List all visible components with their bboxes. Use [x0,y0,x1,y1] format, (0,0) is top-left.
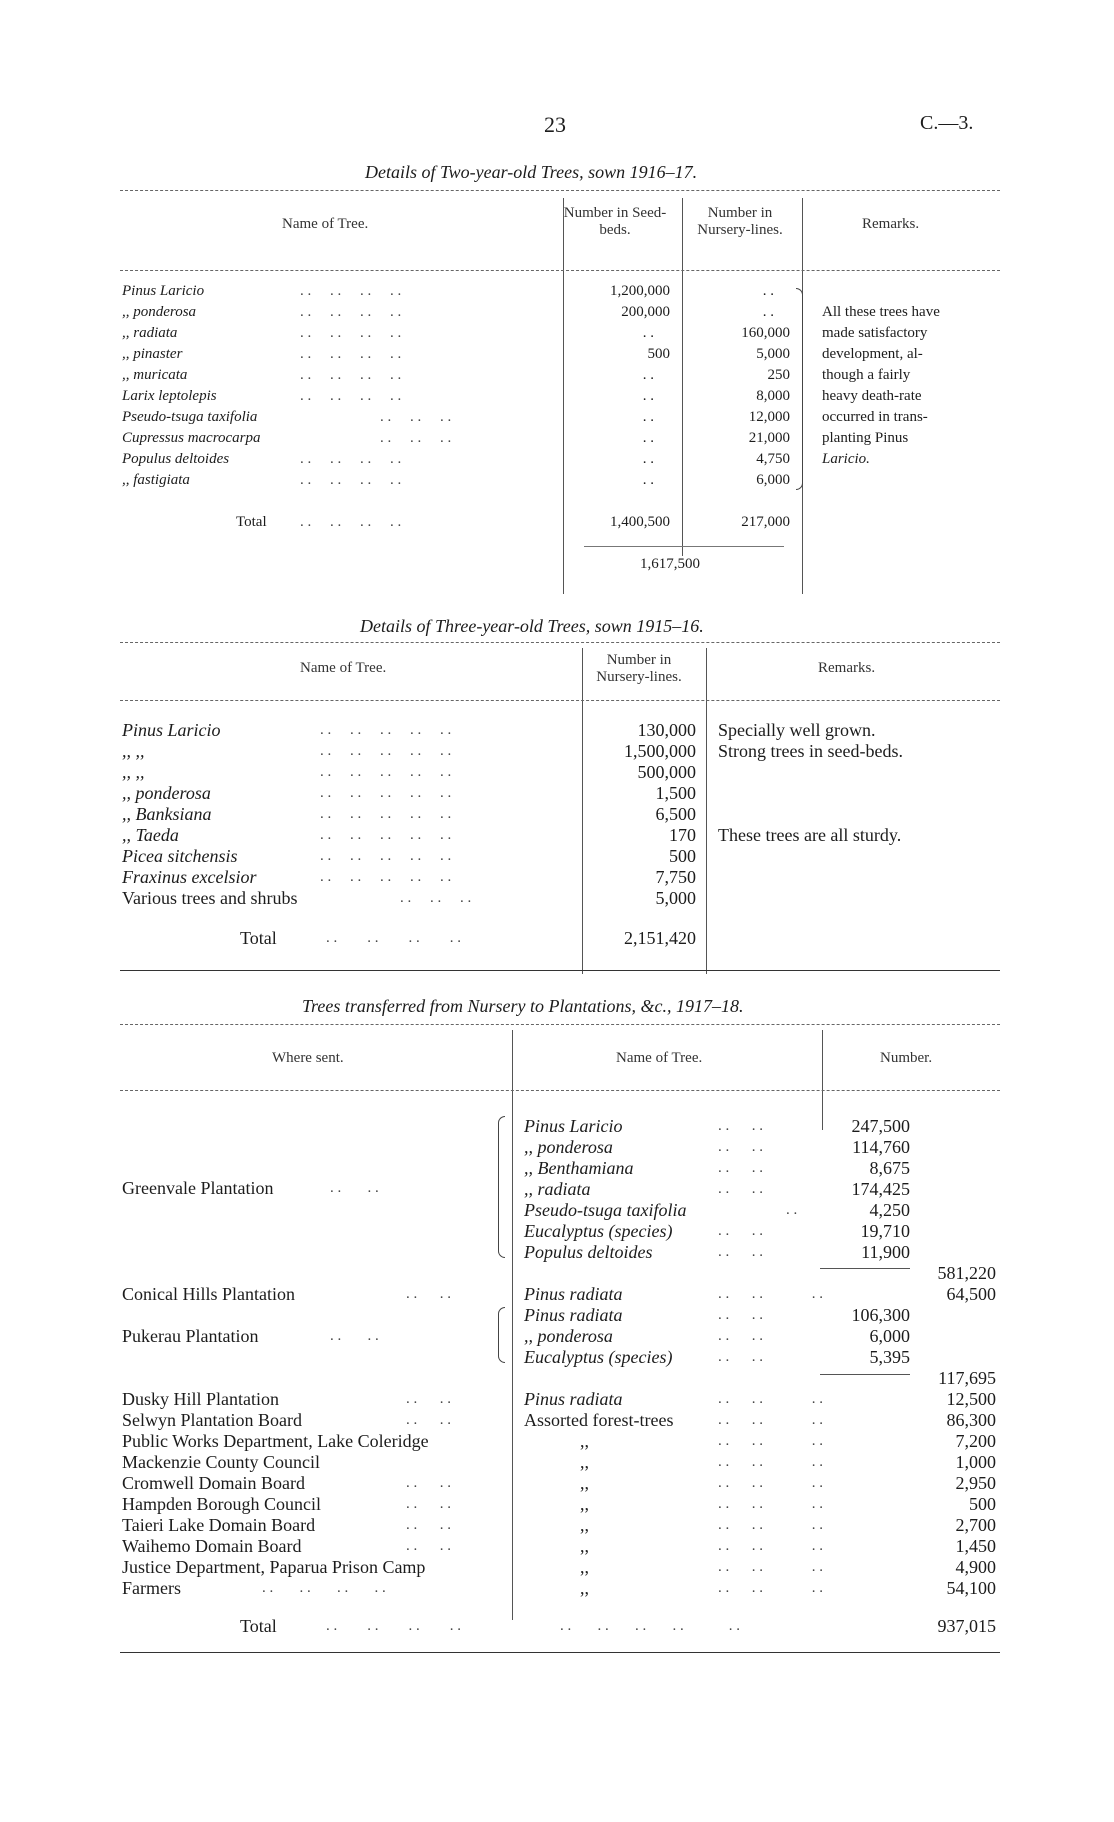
table1-row-name: Larix leptolepis [122,388,217,404]
page-number: 23 [544,112,566,137]
table3-tree-name: ,, [580,1452,589,1472]
table2-header-nursery: Number in Nursery-lines. [596,652,682,685]
table1-nursery-cell: 21,000 [748,430,790,446]
table2-title: Details of Three-year-old Trees, sown 1915–16. [360,616,704,636]
table3-tree-name: Pinus radiata [524,1284,623,1304]
table2-row-name: Various trees and shrubs [122,888,298,908]
table1-seedbeds-cell: 1,200,000 [610,283,670,299]
table3-where: Selwyn Plantation Board [122,1410,302,1430]
table1-header-name: Name of Tree. [282,216,369,232]
table3-number: 5,395 [869,1347,910,1367]
table1-nursery-cell: . . [762,283,774,299]
table1-row-name: Cupressus macrocarpa [122,430,261,446]
table3-tree-name: Pinus Laricio [524,1116,623,1136]
table2-remark: These trees are all sturdy. [718,825,902,845]
table1-row-name: ,, fastigiata [122,472,190,488]
table1-nursery-cell: 5,000 [756,346,790,362]
table1-row-name: Pseudo-tsuga taxifolia [122,409,258,425]
table3-total-cell: 12,500 [946,1389,996,1409]
table1-header-nursery: Number in Nursery-lines. [697,205,783,238]
table3-number: 174,425 [851,1179,910,1199]
table3-total-cell: 500 [969,1494,996,1514]
table1-seedbeds-cell: 200,000 [621,304,670,320]
table1-row-name: ,, radiata [122,325,178,341]
table2-nursery-cell: 130,000 [637,720,696,740]
page-code: C.—3. [920,112,974,134]
table1-seedbeds-cell: . . [642,451,654,467]
table3-number: 11,900 [861,1242,910,1262]
table1-seedbeds-cell: . . [642,325,654,341]
table1-seedbeds-cell: . . [642,409,654,425]
table2-header-remarks: Remarks. [818,660,876,676]
table2-nursery-cell: 5,000 [655,888,696,908]
table3-number: 6,000 [869,1326,910,1346]
table2-row-name: ,, ponderosa [122,783,211,803]
table3-tree-name: Pinus radiata [524,1389,623,1409]
table2-nursery-cell: 1,500 [655,783,696,803]
table3-where: Dusky Hill Plantation [122,1389,279,1409]
table3-number: 4,250 [869,1200,910,1220]
table3-number: 114,760 [852,1137,910,1157]
table3-total-cell: 2,700 [955,1515,996,1535]
table1-seedbeds-cell: . . [642,388,654,404]
table1-seedbeds-cell: . . [642,430,654,446]
table3-number: 8,675 [869,1158,910,1178]
table2-row-name: ,, ,, [122,741,145,761]
table3-total-cell: 54,100 [946,1578,996,1598]
table3-total-cell: 64,500 [946,1284,996,1304]
table3-where: Hampden Borough Council [122,1494,321,1514]
table3-tree-name: Eucalyptus (species) [524,1347,673,1367]
table1-row-name: ,, muricata [122,367,188,383]
table3-where: Conical Hills Plantation [122,1284,295,1304]
table3-where: Farmers [122,1578,181,1598]
table3-tree-name: ,, [580,1473,589,1493]
table3-tree-name: ,, Benthamiana [524,1158,634,1178]
table2-nursery-cell: 1,500,000 [624,741,696,761]
table3-total-cell: 1,000 [955,1452,996,1472]
table1-total-label: Total [236,514,267,530]
table1-row-name: ,, ponderosa [122,304,197,320]
table1-total-nursery: 217,000 [741,514,790,530]
table2-header-name: Name of Tree. [300,660,387,676]
table3-where: Greenvale Plantation [122,1178,274,1198]
table2-remark: Specially well grown. [718,720,876,740]
table3-total-cell: 1,450 [955,1536,996,1556]
table1-row-name: Populus deltoides [122,451,230,467]
table3-tree-name: ,, [580,1578,589,1598]
table3-where: Taieri Lake Domain Board [122,1515,316,1535]
table3-tree-name: ,, [580,1515,589,1535]
table1-seedbeds-cell: . . [642,367,654,383]
table2-row-name: Picea sitchensis [122,846,238,866]
table2-total-label: Total [240,928,277,948]
table1-nursery-cell: 6,000 [756,472,790,488]
table1-row-name: ,, pinaster [122,346,183,362]
table3-where: Pukerau Plantation [122,1326,259,1346]
table2-nursery-cell: 500,000 [637,762,696,782]
table3-number: 106,300 [851,1305,910,1325]
table3-subtotal: 117,695 [938,1368,996,1388]
table1-seedbeds-cell: 500 [647,346,670,362]
table3-where: Mackenzie County Council [122,1452,320,1472]
table1-nursery-cell: 8,000 [756,388,790,404]
table1-grand-total: 1,617,500 [640,556,700,572]
table3-total-cell: 4,900 [955,1557,996,1577]
table3-header-name: Name of Tree. [616,1050,703,1066]
table1-header-remarks: Remarks. [862,216,920,232]
table3-tree-name: ,, [580,1557,589,1577]
table1-remarks-line: though a fairly [822,367,911,383]
table2-nursery-cell: 170 [669,825,696,845]
table1-remarks-line: planting Pinus [822,430,909,446]
table3-total-label: Total [240,1616,277,1636]
table3-where: Cromwell Domain Board [122,1473,305,1493]
table3-total: 937,015 [937,1616,996,1636]
table1-remarks-line: occurred in trans- [822,409,928,425]
table2-row-name: ,, ,, [122,762,145,782]
table3-tree-name: ,, [580,1494,589,1514]
table3-number: 19,710 [860,1221,910,1241]
table1-remarks-line: Laricio. [822,451,870,467]
table2-nursery-cell: 7,750 [655,867,696,887]
table3-tree-name: ,, ponderosa [524,1326,613,1346]
table1-row-name: Pinus Laricio [122,283,205,299]
table2-nursery-cell: 6,500 [655,804,696,824]
table3-tree-name: ,, ponderosa [524,1137,613,1157]
table3-total-cell: 7,200 [955,1431,996,1451]
table1-total-seedbeds: 1,400,500 [610,514,670,530]
table1-remarks-line: made satisfactory [822,325,928,341]
table1-nursery-cell: 250 [767,367,790,383]
table3-tree-name: Assorted forest-trees [524,1410,674,1430]
table2-row-name: ,, Taeda [122,825,179,845]
table1-nursery-cell: 160,000 [741,325,790,341]
table1-remarks-line: All these trees have [822,304,940,320]
table2-row-name: ,, Banksiana [122,804,212,824]
table3-tree-name: ,, radiata [524,1179,591,1199]
table1-remarks-line: heavy death-rate [822,388,922,404]
table3-total-cell: 86,300 [946,1410,996,1430]
table1-seedbeds-cell: . . [642,472,654,488]
table3-tree-name: Pseudo-tsuga taxifolia [524,1200,687,1220]
table3-tree-name: Pinus radiata [524,1305,623,1325]
table3-subtotal: 581,220 [937,1263,996,1283]
table1-title: Details of Two-year-old Trees, sown 1916–17. [365,162,698,182]
table3-tree-name: ,, [580,1536,589,1556]
table3-tree-name: Eucalyptus (species) [524,1221,673,1241]
table1-nursery-cell: 4,750 [756,451,790,467]
table3-number: 247,500 [851,1116,910,1136]
table2-total: 2,151,420 [624,928,696,948]
table2-row-name: Pinus Laricio [122,720,221,740]
table3-total-cell: 2,950 [955,1473,996,1493]
table2-row-name: Fraxinus excelsior [122,867,257,887]
table3-where: Justice Department, Paparua Prison Camp [122,1557,426,1577]
table3-title: Trees transferred from Nursery to Plantations, &c., 1917–18. [302,996,744,1016]
table2-remark: Strong trees in seed-beds. [718,741,903,761]
table1-header-seedbeds: Number in Seed-beds. [563,205,667,238]
table3-tree-name: ,, [580,1431,589,1451]
table1-nursery-cell: 12,000 [748,409,790,425]
table3-where: Public Works Department, Lake Coleridge [122,1431,429,1451]
table1-nursery-cell: . . [762,304,774,320]
table1-remarks-line: development, al- [822,346,923,362]
table3-header-where: Where sent. [272,1050,344,1066]
table3-tree-name: Populus deltoides [524,1242,653,1262]
table3-where: Waihemo Domain Board [122,1536,302,1556]
table2-nursery-cell: 500 [669,846,696,866]
table3-header-number: Number. [880,1050,933,1066]
